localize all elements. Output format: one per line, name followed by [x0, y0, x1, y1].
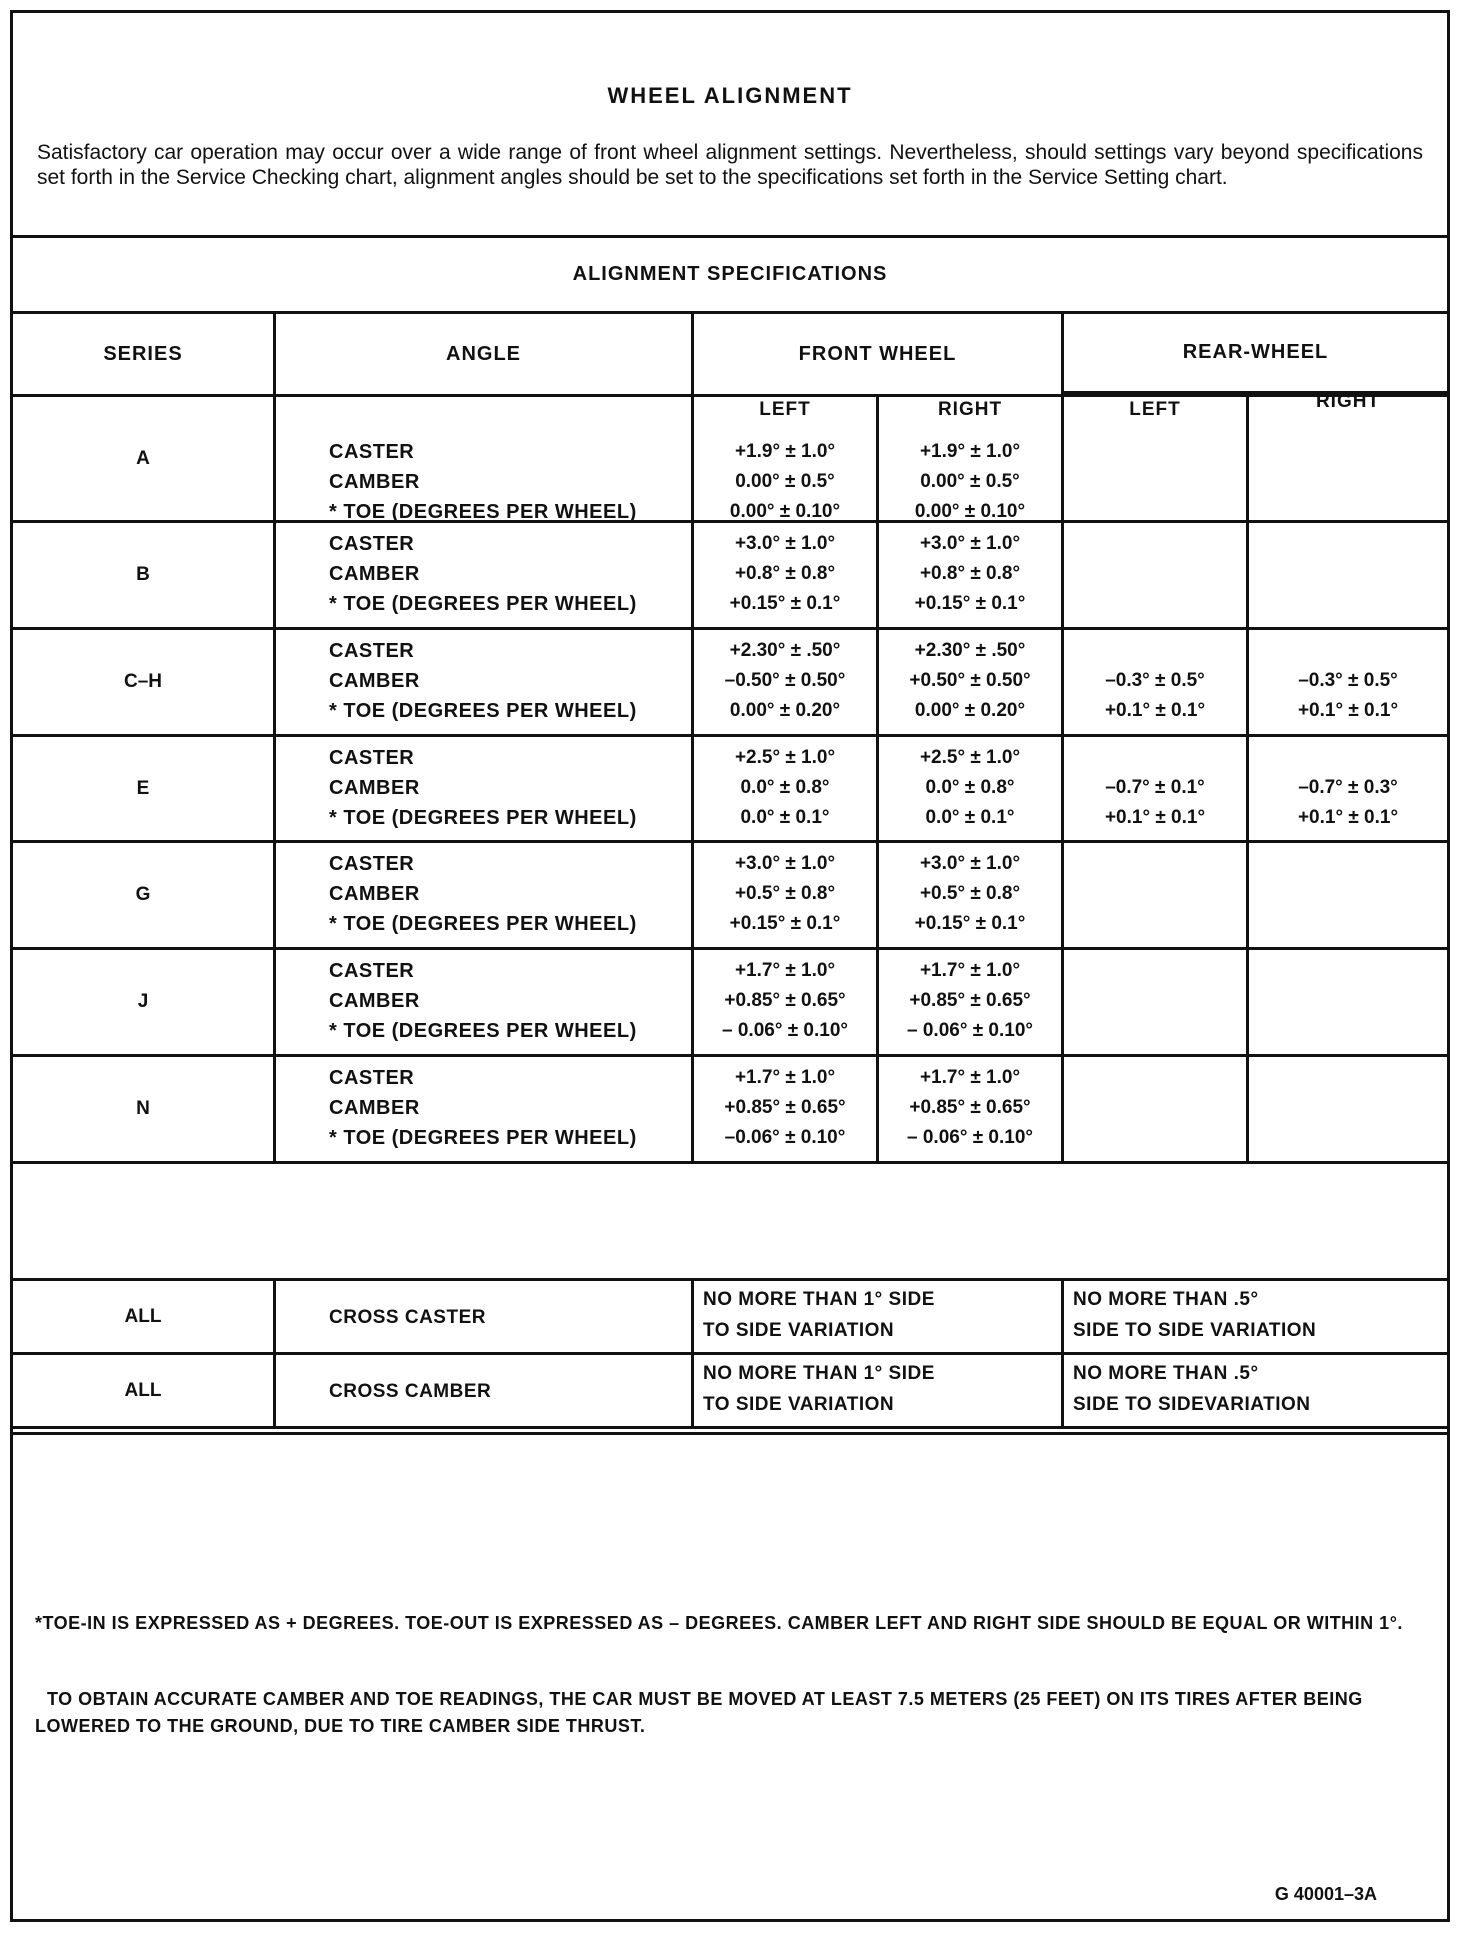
cross-caster-rear-line: SIDE TO SIDE VARIATION [1073, 1320, 1317, 1341]
spec-value: +1.7° ± 1.0° [919, 960, 1021, 981]
series-label: E [136, 777, 150, 799]
spec-value: 0.00° ± 0.5° [735, 471, 835, 492]
front-right-values [879, 529, 1061, 619]
angle-label: * TOE (DEGREES PER WHEEL) [329, 501, 637, 523]
front-right-values [879, 956, 1061, 1046]
cross-camber-front [703, 1358, 935, 1420]
divider [13, 1426, 1447, 1429]
spec-value: +0.85° ± 0.65° [724, 1097, 846, 1118]
cross-caster-front [703, 1284, 935, 1346]
subheader-rear-right: RIGHT [1315, 391, 1381, 412]
front-right-values [879, 849, 1061, 939]
angle-list [329, 636, 637, 726]
front-left-values [694, 1063, 876, 1153]
cross-camber-series: ALL [124, 1379, 162, 1401]
spec-value: +1.9° ± 1.0° [734, 441, 836, 462]
figure-code: G 40001–3A [1274, 1884, 1377, 1904]
spec-sheet [10, 10, 1450, 1922]
spec-value: +0.15° ± 0.1° [729, 593, 841, 614]
front-left-values [694, 636, 876, 726]
spec-value: +2.30° ± .50° [729, 640, 841, 661]
subheader-front-left: LEFT [759, 399, 811, 420]
spec-value: 0.0° ± 0.8° [740, 777, 830, 798]
angle-label: CASTER [329, 853, 415, 875]
page-title: WHEEL ALIGNMENT [607, 83, 853, 108]
spec-value: +2.5° ± 1.0° [919, 747, 1021, 768]
spec-value: +2.30° ± .50° [914, 640, 1026, 661]
spec-value: +0.85° ± 0.65° [909, 1097, 1031, 1118]
divider [13, 1161, 1447, 1164]
divider [13, 1432, 1447, 1435]
spec-value: – 0.06° ± 0.10° [722, 1020, 848, 1041]
cross-camber-front-line: NO MORE THAN 1° SIDE [703, 1363, 935, 1384]
angle-list [329, 1063, 637, 1153]
spec-value: –0.50° ± 0.50° [724, 670, 846, 691]
spec-value: 0.00° ± 0.10° [914, 501, 1026, 522]
divider [1061, 311, 1064, 1164]
spec-value: +0.15° ± 0.1° [729, 913, 841, 934]
cross-caster-angle: CROSS CASTER [329, 1307, 486, 1328]
spec-value: +3.0° ± 1.0° [734, 533, 836, 554]
spec-value: –0.7° ± 0.3° [1298, 777, 1398, 798]
table-caption: ALIGNMENT SPECIFICATIONS [572, 263, 888, 285]
header-front-wheel: FRONT WHEEL [798, 342, 957, 365]
footnote-toe: *TOE-IN IS EXPRESSED AS + DEGREES. TOE-OUT IS EXPRESSED AS – DEGREES. CAMBER LEFT AND RIGHT SIDE SHOULD BE EQUAL OR WITHIN 1°. [35, 1613, 1403, 1633]
series-label: G [135, 884, 151, 905]
spec-value: 0.00° ± 0.20° [914, 700, 1026, 721]
subheader-rear-left: LEFT [1129, 399, 1181, 420]
spec-value: –0.06° ± 0.10° [724, 1127, 846, 1148]
angle-label: CAMBER [329, 777, 420, 799]
angle-label: * TOE (DEGREES PER WHEEL) [329, 807, 637, 829]
spec-value: 0.00° ± 0.20° [729, 700, 841, 721]
angle-label: CASTER [329, 960, 415, 982]
angle-label: CASTER [329, 747, 415, 769]
front-left-values [694, 849, 876, 939]
header-rear-wheel: REAR-WHEEL [1182, 341, 1329, 363]
front-right-values [879, 743, 1061, 833]
spec-value: +3.0° ± 1.0° [919, 533, 1021, 554]
spec-value: +0.15° ± 0.1° [914, 913, 1026, 934]
spec-value: +0.1° ± 0.1° [1297, 807, 1399, 828]
cross-caster-rear-line: NO MORE THAN .5° [1073, 1289, 1259, 1310]
cross-camber-rear-line: SIDE TO SIDEVARIATION [1073, 1394, 1311, 1415]
angle-label: CAMBER [329, 990, 420, 1012]
spec-value: +0.85° ± 0.65° [724, 990, 846, 1011]
front-right-values [879, 636, 1061, 726]
front-right-values [879, 437, 1061, 527]
spec-value: +0.50° ± 0.50° [909, 670, 1031, 691]
front-left-values [694, 437, 876, 527]
series-label: C–H [123, 671, 162, 692]
spec-value: +3.0° ± 1.0° [919, 853, 1021, 874]
spec-value: 0.0° ± 0.1° [925, 807, 1015, 828]
intro-paragraph: Satisfactory car operation may occur over a wide range of front wheel alignment settings. Nevertheless, should settings vary beyond specifications set forth in the Service Checking chart, alignment angles should be set to the specifications set forth in the Service Setting chart. [37, 141, 1423, 189]
cross-camber-angle: CROSS CAMBER [329, 1381, 492, 1402]
spec-value: –0.3° ± 0.5° [1298, 670, 1398, 691]
series-label: A [136, 447, 150, 469]
angle-label: CAMBER [329, 1097, 420, 1119]
angle-list [329, 956, 637, 1046]
series-label: J [137, 991, 149, 1012]
spec-value: +0.8° ± 0.8° [919, 563, 1021, 584]
spec-value: +0.5° ± 0.8° [919, 883, 1021, 904]
angle-list [329, 849, 637, 939]
spec-value: 0.00° ± 0.5° [920, 471, 1020, 492]
series-label: B [136, 564, 150, 585]
spec-value: +0.15° ± 0.1° [914, 593, 1026, 614]
angle-label: CASTER [329, 441, 415, 463]
spec-value: +3.0° ± 1.0° [734, 853, 836, 874]
footnote-camber-reading: TO OBTAIN ACCURATE CAMBER AND TOE READINGS, THE CAR MUST BE MOVED AT LEAST 7.5 METERS (25 FEET) ON ITS TIRES AFTER BEING LOWERED TO THE GROUND, DUE TO TIRE CAMBER SIDE THRUST. [35, 1689, 1363, 1736]
divider [273, 311, 276, 1164]
angle-list [329, 529, 637, 619]
angle-label: CAMBER [329, 670, 420, 692]
front-left-values [694, 956, 876, 1046]
cross-camber-rear-line: NO MORE THAN .5° [1073, 1363, 1259, 1384]
angle-label: CAMBER [329, 471, 420, 493]
spec-value: –0.7° ± 0.1° [1105, 777, 1205, 798]
rear-left-values [1064, 773, 1246, 833]
angle-label: * TOE (DEGREES PER WHEEL) [329, 1127, 637, 1149]
spec-value: –0.3° ± 0.5° [1105, 670, 1205, 691]
angle-label: CAMBER [329, 883, 420, 905]
cross-caster-front-line: NO MORE THAN 1° SIDE [703, 1289, 935, 1310]
divider [273, 1278, 276, 1429]
angle-label: * TOE (DEGREES PER WHEEL) [329, 593, 637, 615]
spec-value: – 0.06° ± 0.10° [907, 1020, 1033, 1041]
angle-label: * TOE (DEGREES PER WHEEL) [329, 913, 637, 935]
spec-value: +0.85° ± 0.65° [909, 990, 1031, 1011]
spec-value: +2.5° ± 1.0° [734, 747, 836, 768]
angle-label: CASTER [329, 533, 415, 555]
spec-value: +0.1° ± 0.1° [1104, 700, 1206, 721]
cross-caster-series: ALL [124, 1305, 162, 1327]
spec-value: +0.1° ± 0.1° [1104, 807, 1206, 828]
cross-caster-front-line: TO SIDE VARIATION [703, 1320, 895, 1341]
angle-list [329, 437, 637, 527]
spec-value: 0.0° ± 0.1° [740, 807, 830, 828]
rear-left-values [1064, 666, 1246, 726]
spec-value: 0.0° ± 0.8° [925, 777, 1015, 798]
angle-list [329, 743, 637, 833]
cross-camber-rear [1073, 1358, 1310, 1420]
spec-value: +0.5° ± 0.8° [734, 883, 836, 904]
header-angle: ANGLE [446, 342, 521, 365]
angle-label: * TOE (DEGREES PER WHEEL) [329, 1020, 637, 1042]
header-series: SERIES [103, 342, 183, 365]
cross-camber-front-line: TO SIDE VARIATION [703, 1394, 895, 1415]
spec-value: +1.7° ± 1.0° [734, 960, 836, 981]
divider [1061, 1278, 1064, 1429]
spec-value: 0.00° ± 0.10° [729, 501, 841, 522]
spec-value: +1.7° ± 1.0° [734, 1067, 836, 1088]
spec-value: – 0.06° ± 0.10° [907, 1127, 1033, 1148]
subheader-front-right: RIGHT [937, 399, 1003, 420]
angle-label: CAMBER [329, 563, 420, 585]
front-left-values [694, 743, 876, 833]
divider [691, 1278, 694, 1429]
angle-label: CASTER [329, 640, 415, 662]
angle-label: CASTER [329, 1067, 415, 1089]
series-label: N [136, 1098, 150, 1119]
cross-caster-rear [1073, 1284, 1316, 1346]
angle-label: * TOE (DEGREES PER WHEEL) [329, 700, 637, 722]
spec-value: +0.8° ± 0.8° [734, 563, 836, 584]
spec-value: +1.9° ± 1.0° [919, 441, 1021, 462]
rear-right-values [1249, 773, 1447, 833]
spec-value: +0.1° ± 0.1° [1297, 700, 1399, 721]
rear-right-values [1249, 666, 1447, 726]
front-left-values [694, 529, 876, 619]
front-right-values [879, 1063, 1061, 1153]
spec-value: +1.7° ± 1.0° [919, 1067, 1021, 1088]
